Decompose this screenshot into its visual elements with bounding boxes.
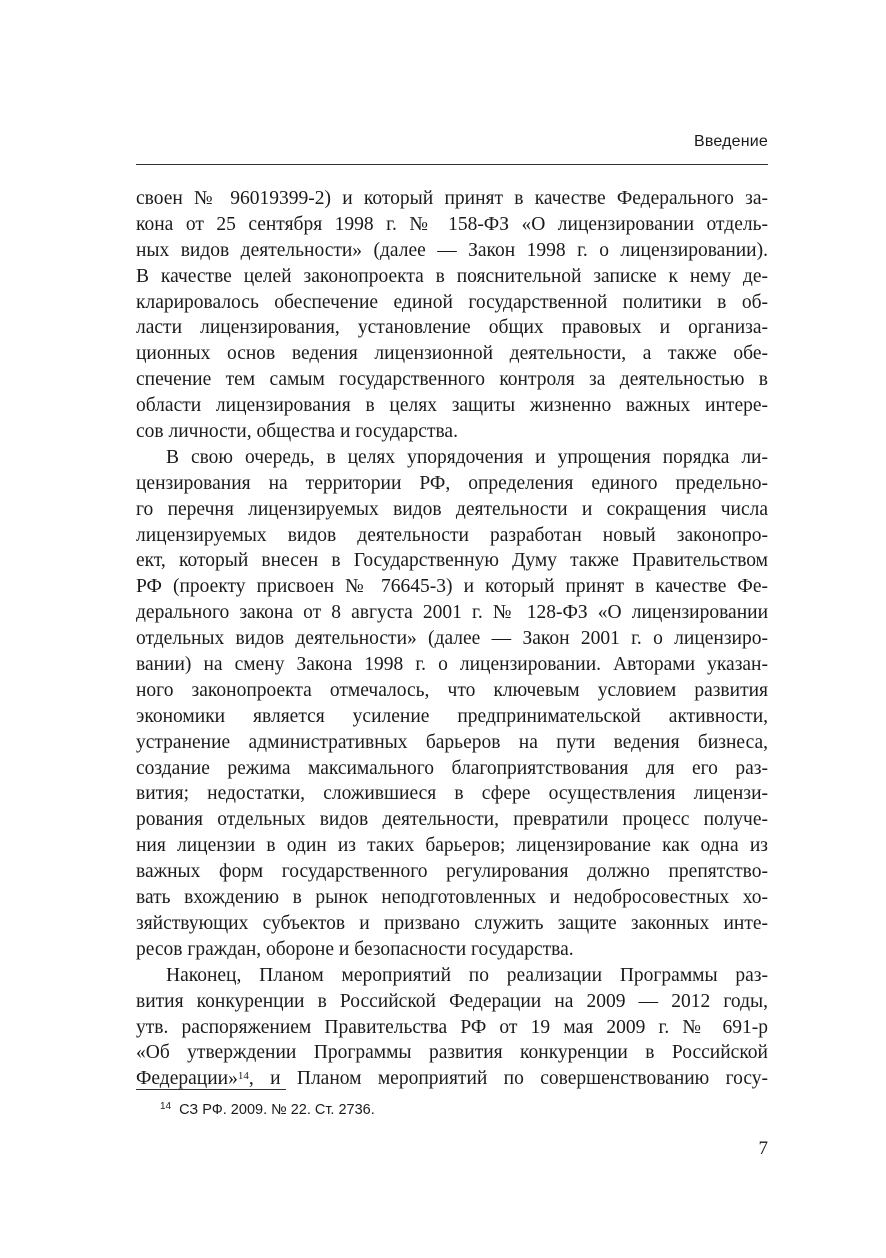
header-rule	[136, 164, 768, 165]
text-line: лицензируемых видов деятельности разработан новый законопро-	[136, 524, 768, 546]
text-line: «Об утверждении Программы развития конкуренции в Российской	[136, 1042, 768, 1064]
text-line: вать вхождению в рынок неподготовленных и недобросовестных хо-	[136, 887, 768, 909]
text-line: области лицензирования в целях защиты жизненно важных интере-	[136, 395, 768, 417]
text-fragment: Федерации»	[136, 1068, 238, 1090]
text-line: ект, который внесен в Государственную Думу также Правительством	[136, 550, 768, 572]
text-line: вития конкуренции в Российской Федерации на 2009 — 2012 годы,	[136, 990, 768, 1012]
text-line: ласти лицензирования, установление общих правовых и организа-	[136, 317, 768, 339]
text-line: Наконец, Планом мероприятий по реализации Программы раз-	[166, 964, 768, 986]
text-line: зяйствующих субъектов и призвано служить защите законных инте-	[136, 912, 768, 934]
text-line: спечение тем самым государственного контроля за деятельностью в	[136, 369, 768, 391]
text-line: своен № 96019399-2) и который принят в качестве Федерального за-	[136, 188, 768, 209]
text-line: важных форм государственного регулирования должно препятство-	[136, 861, 768, 883]
text-line: ционных основ ведения лицензионной деятельности, а также обе-	[136, 343, 768, 365]
text-line: экономики является усиление предпринимательской активности,	[136, 705, 768, 727]
text-line: го перечня лицензируемых видов деятельности и сокращения числа	[136, 498, 768, 520]
text-line: ресов граждан, обороне и безопасности государства.	[136, 938, 574, 960]
text-line: ного законопроекта отмечалось, что ключевым условием развития	[136, 679, 768, 701]
text-fragment: , и Планом мероприятий по совершенствованию госу-	[248, 1068, 768, 1090]
body-text	[136, 186, 768, 1092]
text-line: кона от 25 сентября 1998 г. № 158-ФЗ «О лицензировании отдель-	[136, 213, 768, 235]
text-line: сов личности, общества и государства.	[136, 421, 458, 443]
text-line: В качестве целей законопроекта в пояснительной записке к нему де-	[136, 265, 768, 287]
text-line: создание режима максимального благоприятствования для его раз-	[136, 757, 768, 779]
text-line: устранение административных барьеров на пути ведения бизнеса,	[136, 731, 768, 753]
text-line: кларировалось обеспечение единой государственной политики в об-	[136, 291, 768, 313]
footnote-rule	[136, 1089, 286, 1090]
text-line: ния лицензии в один из таких барьеров; лицензирование как одна из	[136, 835, 768, 857]
text-line: вития; недостатки, сложившиеся в сфере осуществления лицензи-	[136, 783, 768, 805]
text-line: утв. распоряжением Правительства РФ от 19 мая 2009 г. № 691-р	[136, 1016, 768, 1038]
text-line: РФ (проекту присвоен № 76645-3) и который принят в качестве Фе-	[136, 576, 768, 598]
text-line: цензирования на территории РФ, определения единого предельно-	[136, 472, 768, 494]
text-line: ных видов деятельности» (далее — Закон 1998 г. о лицензировании).	[136, 239, 768, 261]
footnote-text: СЗ РФ. 2009. № 22. Ст. 2736.	[179, 1102, 375, 1118]
text-line: рования отдельных видов деятельности, превратили процесс получе-	[136, 809, 768, 831]
footnote	[160, 1102, 375, 1118]
text-line: дерального закона от 8 августа 2001 г. № 128-ФЗ «О лицензировании	[136, 602, 768, 624]
running-header: Введение	[693, 133, 768, 150]
footnote-number: 14	[160, 1101, 172, 1112]
page-number: 7	[758, 1138, 768, 1159]
text-line: вании) на смену Закона 1998 г. о лицензировании. Авторами указан-	[136, 654, 768, 676]
text-line: отдельных видов деятельности» (далее — Закон 2001 г. о лицензиро-	[136, 628, 768, 650]
text-line: В свою очередь, в целях упорядочения и упрощения порядка ли-	[166, 446, 768, 468]
footnote-reference: 14	[237, 1070, 249, 1083]
